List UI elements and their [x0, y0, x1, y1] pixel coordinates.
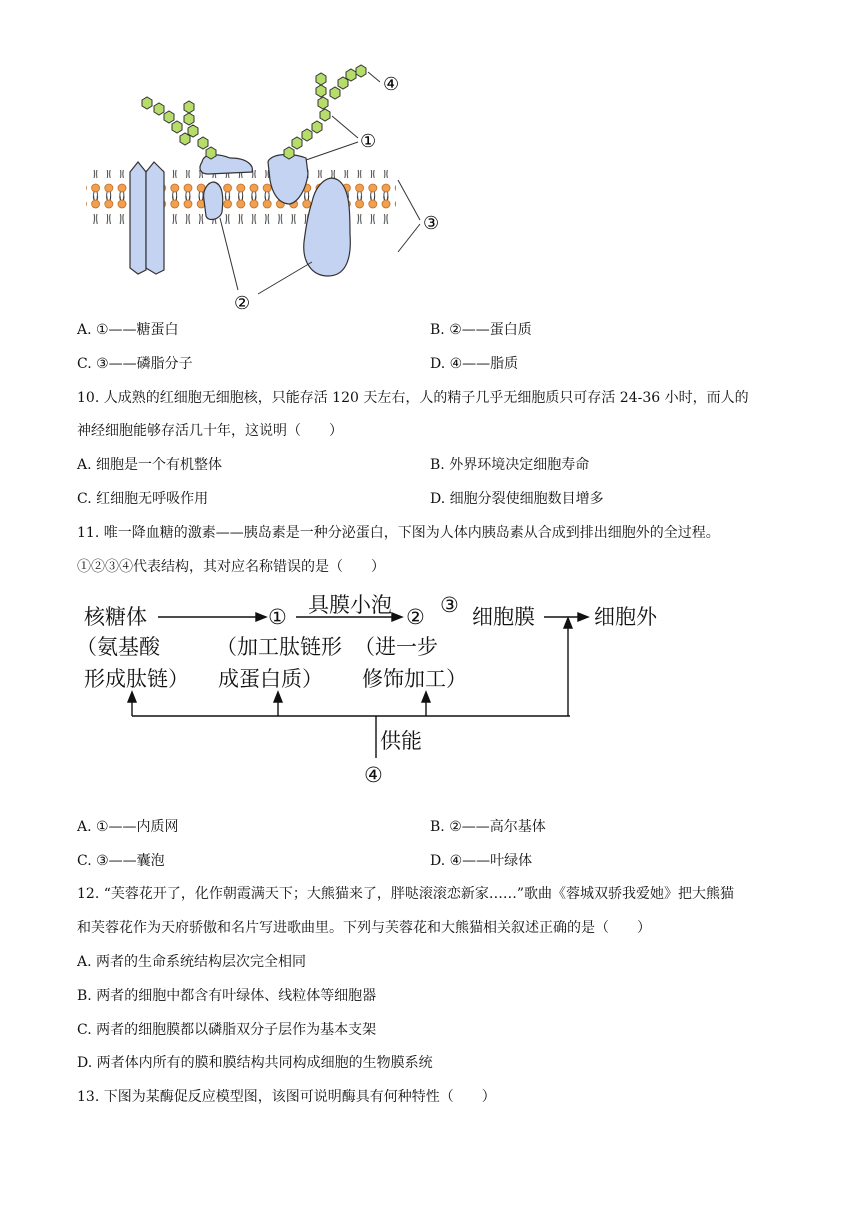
flow-structure-4: ④: [364, 763, 383, 787]
label-3: ③: [423, 213, 440, 234]
q9-option-d[interactable]: D. ④——脂质: [430, 356, 519, 372]
q13-stem-line1: 13. 下图为某酶促反应模型图，该图可说明酶具有何种特性（ ）: [77, 1089, 496, 1105]
q12-stem-line2: 和芙蓉花作为天府骄傲和名片写进歌曲里。下列与芙蓉花和大熊猫相关叙述正确的是（ ）: [77, 920, 651, 936]
cell-membrane-diagram: [80, 62, 450, 322]
flow-energy: 供能: [380, 729, 422, 753]
q10-option-d[interactable]: D. 细胞分裂使细胞数目增多: [430, 491, 604, 507]
q12-option-c[interactable]: C. 两者的细胞膜都以磷脂双分子层作为基本支架: [77, 1022, 377, 1038]
q11-option-b[interactable]: B. ②——高尔基体: [430, 819, 546, 835]
q10-option-a[interactable]: A. 细胞是一个有机整体: [77, 457, 223, 473]
channel-protein: [130, 162, 164, 274]
embedded-protein-small: [204, 182, 223, 219]
flow-s2-note1: （进一步: [354, 635, 438, 659]
label-1: ①: [360, 131, 377, 152]
label-4: ④: [383, 74, 400, 95]
q9-option-b[interactable]: B. ②——蛋白质: [430, 322, 532, 338]
q9-option-a[interactable]: A. ①——糖蛋白: [77, 322, 179, 338]
label-2: ②: [234, 293, 251, 314]
q10-option-b[interactable]: B. 外界环境决定细胞寿命: [430, 457, 590, 473]
flow-structure-2: ②: [406, 605, 425, 629]
sugar-chains: [142, 65, 366, 159]
flow-ribosome-note2: 形成肽链）: [84, 667, 189, 691]
flow-structure-1: ①: [268, 605, 287, 629]
flow-cell-membrane: 细胞膜: [472, 605, 535, 629]
q12-option-b[interactable]: B. 两者的细胞中都含有叶绿体、线粒体等细胞器: [77, 988, 377, 1004]
q10-stem-line1: 10. 人成熟的红细胞无细胞核，只能存活 120 天左右，人的精子几乎无细胞质只可存活 24-36 小时，而人的: [77, 390, 749, 406]
q11-stem-line2: ①②③④代表结构，其对应名称错误的是（ ）: [77, 559, 385, 575]
flow-outside-cell: 细胞外: [594, 605, 657, 629]
q10-stem-line2: 神经细胞能够存活几十年，这说明（ ）: [77, 423, 343, 439]
q11-option-a[interactable]: A. ①——内质网: [77, 819, 179, 835]
q12-stem-line1: 12. “芙蓉花开了，化作朝霞满天下；大熊猫来了，胖哒滚滚恋新家……”歌曲《蓉城双骄我爱她》把大熊猫: [77, 886, 735, 902]
q11-stem-line1: 11. 唯一降血糖的激素——胰岛素是一种分泌蛋白，下图为人体内胰岛素从合成到排出细胞外的全过程。: [77, 525, 720, 541]
flow-s1-note2: 成蛋白质）: [218, 667, 323, 691]
q10-option-c[interactable]: C. 红细胞无呼吸作用: [77, 491, 209, 507]
flow-ribosome: 核糖体: [84, 605, 147, 629]
q11-option-d[interactable]: D. ④——叶绿体: [430, 853, 533, 869]
flow-s2-note2: 修饰加工）: [362, 667, 467, 691]
flow-ribosome-note1: （氨基酸: [76, 635, 160, 659]
q9-option-c[interactable]: C. ③——磷脂分子: [77, 356, 193, 372]
flow-structure-3: ③: [440, 593, 459, 617]
q12-option-d[interactable]: D. 两者体内所有的膜和膜结构共同构成细胞的生物膜系统: [77, 1055, 433, 1071]
insulin-secretion-flowchart: [70, 590, 690, 800]
flow-s1-note1: （加工肽链形: [216, 635, 342, 659]
q11-option-c[interactable]: C. ③——囊泡: [77, 853, 165, 869]
q12-option-a[interactable]: A. 两者的生命系统结构层次完全相同: [77, 954, 307, 970]
flow-vesicle: 具膜小泡: [308, 593, 392, 617]
